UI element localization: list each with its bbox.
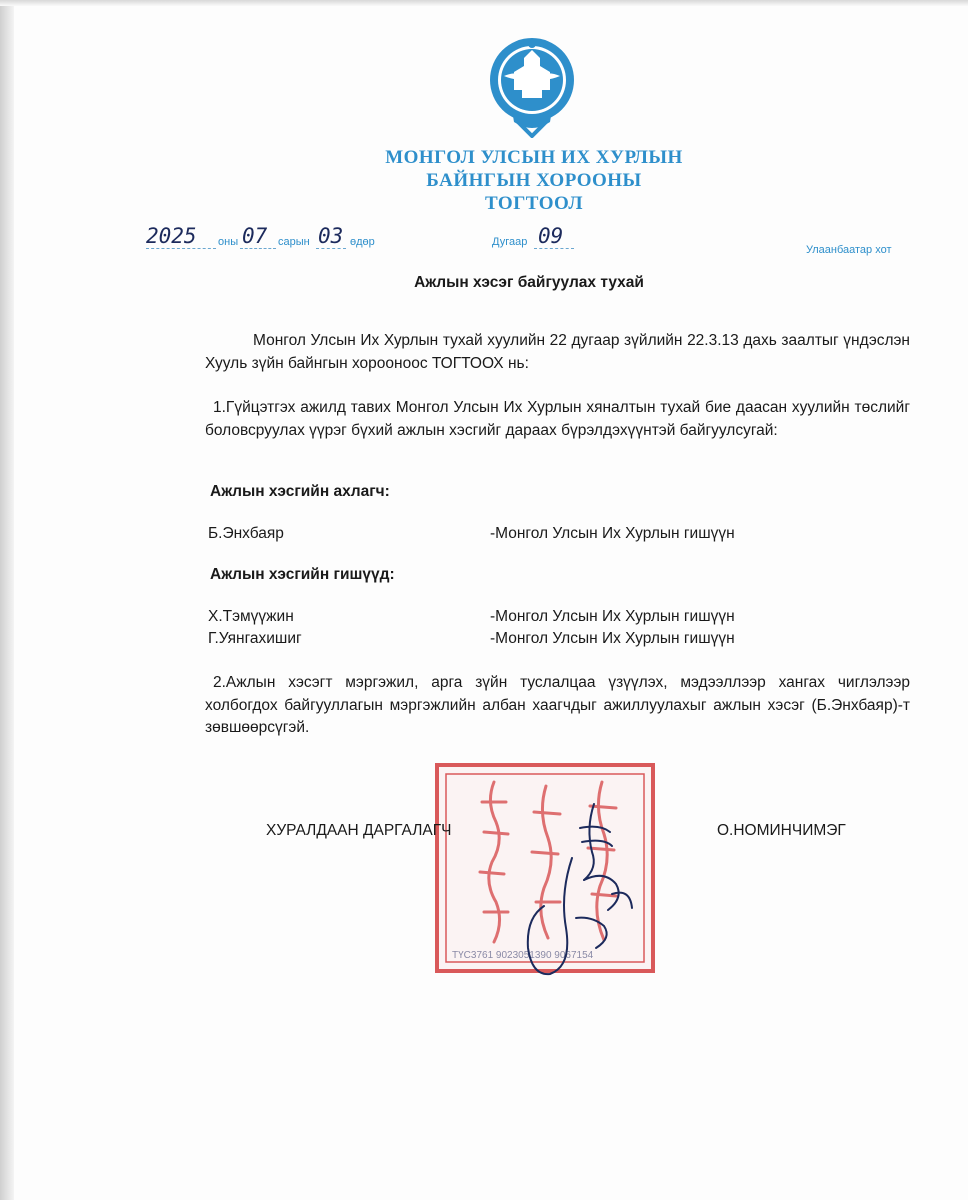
title-line-2: БАЙНГЫН ХОРООНЫ	[426, 170, 642, 191]
date-month-underline	[240, 248, 276, 249]
number-label: Дугаар	[492, 236, 528, 248]
date-month: 07	[242, 224, 268, 248]
page-shadow-top	[0, 0, 968, 6]
state-emblem-icon	[484, 36, 580, 138]
date-year-suffix: оны	[218, 236, 239, 248]
member-name: Г.Уянгахишиг	[208, 630, 302, 647]
title-line-1: МОНГОЛ УЛСЫН ИХ ХУРЛЫН	[385, 147, 683, 168]
leader-label: Ажлын хэсгийн ахлагч:	[210, 483, 390, 500]
leader-role: -Монгол Улсын Их Хурлын гишүүн	[490, 525, 735, 542]
date-year-underline	[146, 248, 216, 249]
location: Улаанбаатар хот	[806, 244, 892, 256]
page-shadow-left	[0, 0, 14, 1200]
member-role: -Монгол Улсын Их Хурлын гишүүн	[490, 630, 735, 647]
number-value: 09	[538, 224, 564, 248]
number-underline	[534, 248, 574, 249]
title-line-3: ТОГТООЛ	[485, 193, 583, 214]
date-month-suffix: сарын	[278, 236, 310, 248]
document-heading: Ажлын хэсэг байгуулах тухай	[414, 274, 644, 291]
date-day: 03	[318, 224, 344, 248]
member-name: Х.Тэмүүжин	[208, 608, 294, 625]
signatory-position: ХУРАЛДААН ДАРГАЛАГЧ	[266, 822, 452, 839]
date-day-underline	[316, 248, 346, 249]
intro-paragraph: Монгол Улсын Их Хурлын тухай хуулийн 22 дугаар зүйлийн 22.3.13 дахь заалтыг үндэслэн Хууль зүйн байнгын хорооноос ТОГТООХ нь:	[205, 332, 910, 372]
member-role: -Монгол Улсын Их Хурлын гишүүн	[490, 608, 735, 625]
leader-name: Б.Энхбаяр	[208, 525, 284, 542]
paragraph-2: 2.Ажлын хэсэгт мэргэжил, арга зүйн туслалцаа үзүүлэх, мэдээллээр хангах чиглэлээр холбогдох байгууллагын мэргэжлийн албан хаагчдыг ажиллуулахыг ажлын хэсэг (Б.Энхбаяр)-т зөвшөөрсүгэй.	[205, 674, 910, 736]
stamp-code: ТҮС3761 9023051390 9067154	[452, 950, 594, 961]
date-year: 2025	[146, 224, 197, 248]
signatory-name: О.НОМИНЧИМЭГ	[717, 822, 846, 839]
signature-icon	[520, 798, 650, 978]
paragraph-1: 1.Гүйцэтгэх ажилд тавих Монгол Улсын Их Хурлын хяналтын тухай бие даасан хуулийн төслийг боловсруулах үүрэг бүхий ажлын хэсгийг дараах бүрэлдэхүүнтэй байгуулсугай:	[205, 399, 910, 439]
date-day-suffix: өдөр	[350, 236, 375, 248]
members-label: Ажлын хэсгийн гишүүд:	[210, 566, 395, 583]
